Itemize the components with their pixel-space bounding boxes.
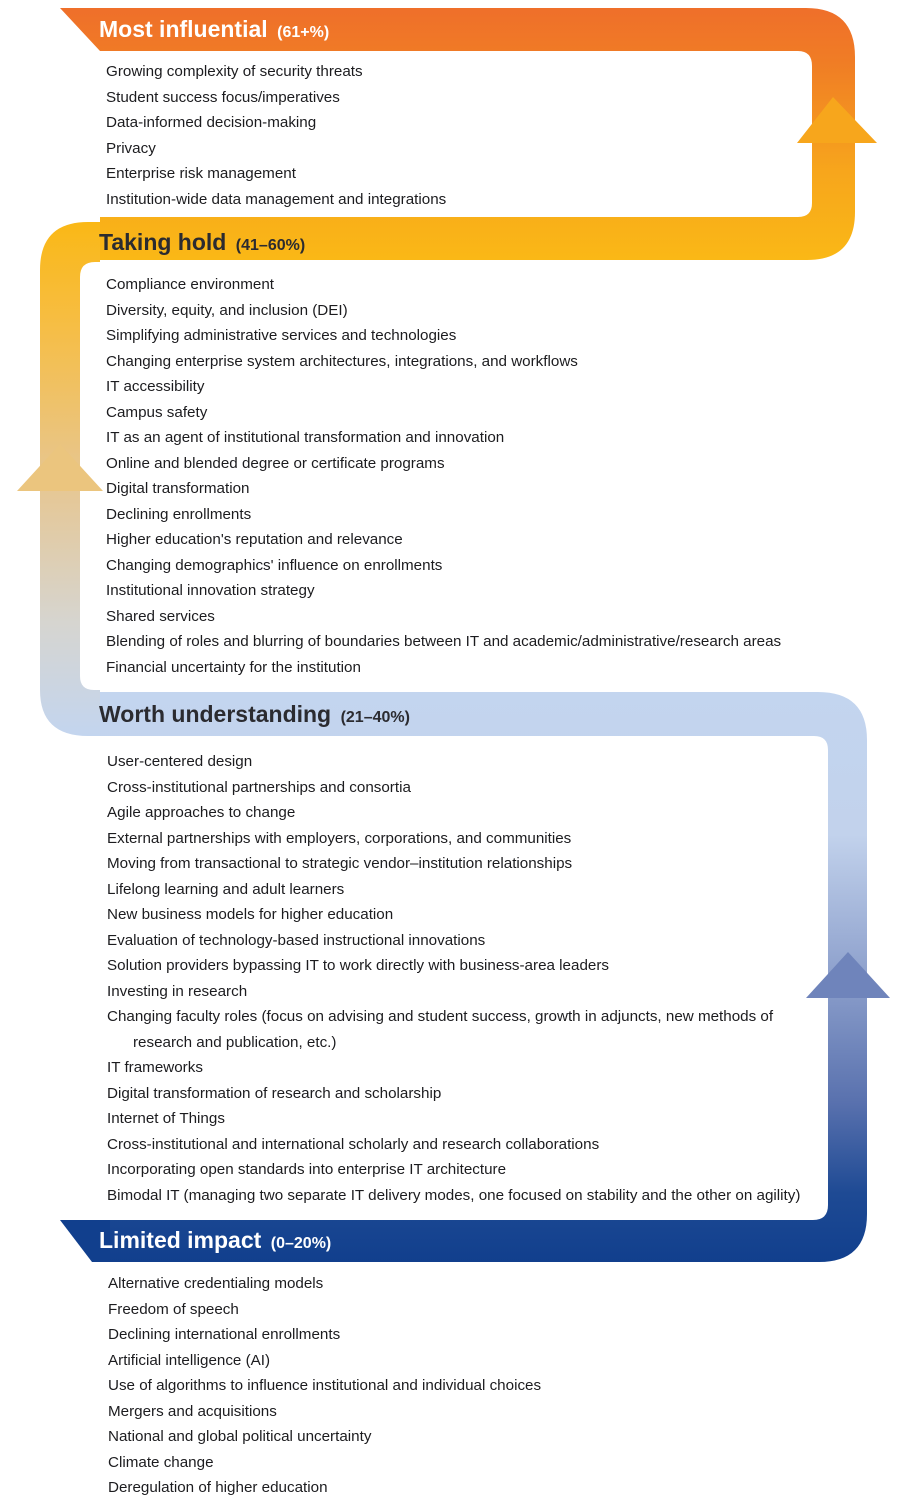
list-item: Cross-institutional and international scholarly and research collaborations [107,1135,600,1153]
list-item: Evaluation of technology-based instructional innovations [107,931,486,949]
taking-hold-title [99,227,305,261]
list-item: Campus safety [106,403,208,421]
worth-understanding-title [99,699,410,733]
list-item: IT frameworks [107,1059,203,1076]
list-item: Use of algorithms to influence institutional and individual choices [108,1377,542,1394]
list-item: Incorporating open standards into enterprise IT architecture [107,1161,507,1178]
list-item: Shared services [106,607,215,625]
section-name: Limited impact [99,1227,262,1253]
list-item: Alternative credentialing models [108,1275,324,1292]
section-name: Most influential [99,16,268,42]
list-item: Privacy [106,139,156,157]
list-item: Bimodal IT (managing two separate IT delivery modes, one focused on stability and the other on agility) [107,1186,801,1204]
list-item: Diversity, equity, and inclusion (DEI) [106,301,348,319]
list-item: Investing in research [107,982,248,1000]
list-item: Agile approaches to change [107,804,296,821]
list-item: Solution providers bypassing IT to work directly with business-area leaders [107,957,609,974]
list-item: Artificial intelligence (AI) [108,1351,271,1369]
list-item: Declining international enrollments [108,1326,341,1343]
section-range: (21–40%) [340,709,410,726]
section-range: (61+%) [277,24,330,41]
list-item: Online and blended degree or certificate programs [106,454,445,472]
up-arrow-icon [17,444,103,491]
list-item: Simplifying administrative services and technologies [106,327,457,344]
list-item: Cross-institutional partnerships and consortia [107,778,411,796]
list-item: IT as an agent of institutional transformation and innovation [106,429,505,446]
list-item: Deregulation of higher education [108,1479,328,1496]
list-item: Climate change [108,1453,214,1471]
list-item: Changing enterprise system architectures, integrations, and workflows [106,352,578,370]
list-item: Data-informed decision-making [106,114,317,131]
section-name: Worth understanding [99,701,332,727]
list-item: Lifelong learning and adult learners [107,880,345,898]
worth-understanding-list [107,749,819,1208]
taking-hold-list [106,272,821,680]
list-item: Blending of roles and blurring of boundaries between IT and academic/administrative/research areas [106,633,782,650]
up-arrow-icon [797,97,877,143]
list-item: Changing demographics' influence on enrollments [106,556,443,574]
list-item: IT accessibility [106,378,205,395]
section-range: (0–20%) [270,1235,332,1252]
list-item: Higher education's reputation and relevance [106,531,403,548]
most-influential-title [99,14,329,48]
list-item: National and global political uncertainty [108,1428,372,1445]
list-item: Digital transformation of research and scholarship [107,1084,442,1102]
list-item: New business models for higher education [107,906,394,923]
list-item: Digital transformation [106,480,250,497]
list-item: Growing complexity of security threats [106,63,363,80]
list-item: Mergers and acquisitions [108,1402,277,1420]
list-item: Institution-wide data management and integrations [106,190,447,208]
list-item: Compliance environment [106,276,274,293]
list-item: Changing faculty roles (focus on advising and student success, growth in adjuncts, new methods of research and publication, etc.) [107,1008,774,1051]
list-item: Declining enrollments [106,505,252,523]
limited-impact-title [99,1225,331,1259]
section-range: (41–60%) [235,237,306,254]
section-name: Taking hold [99,229,227,255]
list-item: Institutional innovation strategy [106,582,315,599]
list-item: User-centered design [107,753,253,770]
list-item: Enterprise risk management [106,165,296,182]
list-item: Moving from transactional to strategic vendor–institution relationships [107,855,573,872]
list-item: Student success focus/imperatives [106,88,340,106]
list-item: Internet of Things [107,1110,225,1127]
list-item: Freedom of speech [108,1300,239,1318]
list-item: External partnerships with employers, corporations, and communities [107,829,572,847]
most-influential-list [106,59,796,212]
list-item: Financial uncertainty for the institution [106,658,361,676]
limited-impact-list [108,1271,828,1501]
